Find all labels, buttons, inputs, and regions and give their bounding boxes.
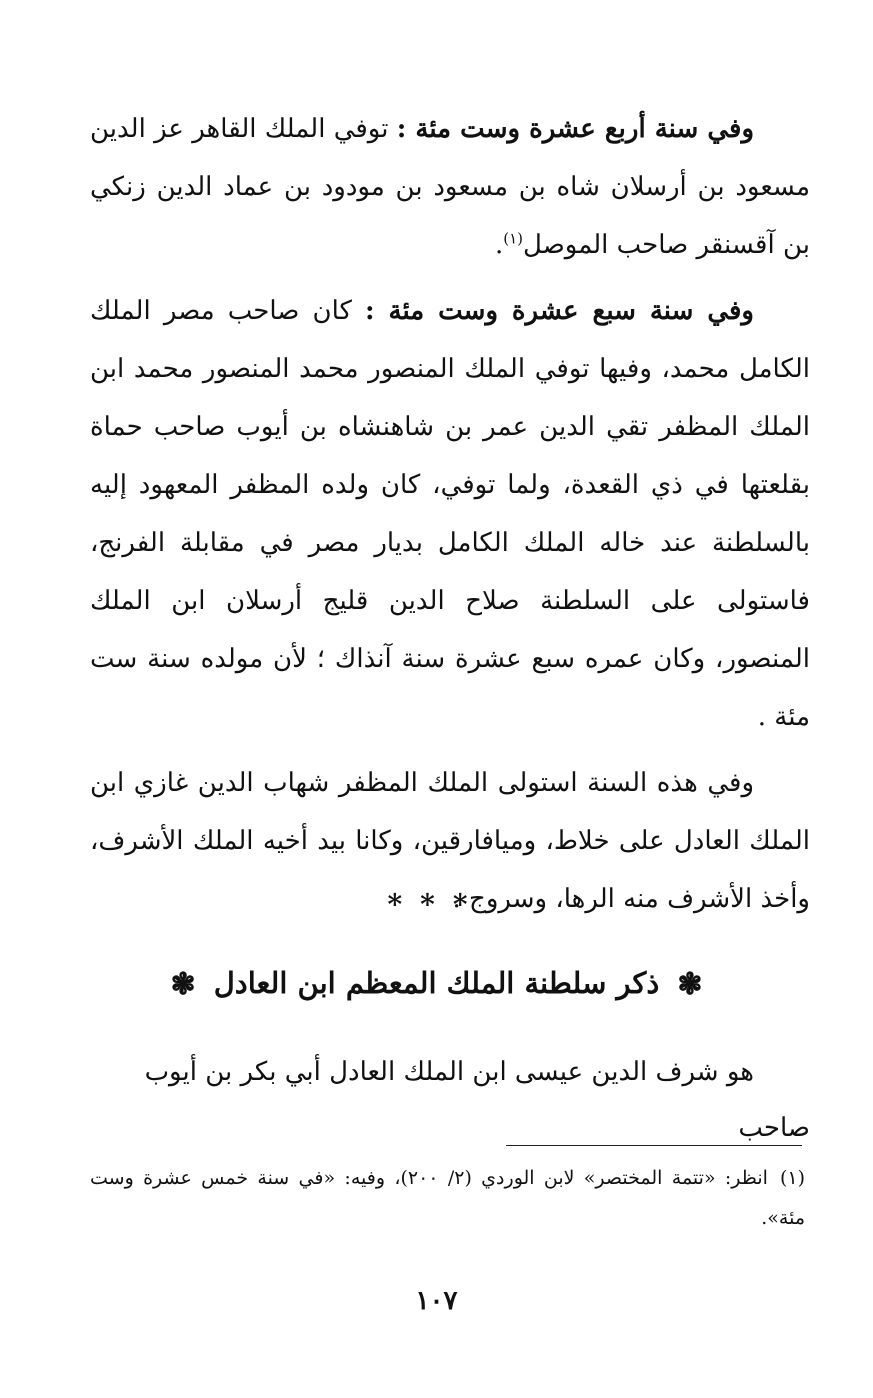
main-text <box>90 100 810 936</box>
section-heading-text: ذكر سلطنة الملك المعظم ابن العادل <box>213 966 660 1000</box>
footnote-number: (١) <box>779 1167 805 1189</box>
paragraph-3-text: وفي هذه السنة استولى الملك المظفر شهاب الدين غازي ابن الملك العادل على خلاط، وميافارقين، وكانا بيد أخيه الملك الأشرف، وأخذ الأشرف منه الرها، وسروج . <box>90 768 810 914</box>
footnote <box>90 1158 805 1238</box>
paragraph-1-lead: وفي سنة أربع عشرة وست مئة : <box>396 114 754 144</box>
paragraph-1-text: توفي الملك القاهر عز الدين مسعود بن أرسلان شاه بن مسعود بن مودود بن عماد الدين زنكي بن آقسنقر صاحب الموصل <box>90 114 810 260</box>
paragraph-2-lead: وفي سنة سبع عشرة وست مئة : <box>365 296 754 326</box>
ornament-left-icon: ❃ <box>170 967 196 1002</box>
section-separator: *** <box>387 888 486 921</box>
footnote-text: انظر: «تتمة المختصر» لابن الوردي (٢/ ٢٠٠)، وفيه: «في سنة خمس عشرة وست مئة». <box>90 1167 805 1229</box>
paragraph-1-tail: . <box>494 230 504 260</box>
paragraph-1 <box>90 100 810 274</box>
ornament-right-icon: ❃ <box>677 967 703 1002</box>
section-heading <box>0 958 873 1010</box>
page-number: ١٠٧ <box>415 1286 458 1316</box>
intro-paragraph: هو شرف الدين عيسى ابن الملك العادل أبي بكر بن أيوب صاحب <box>144 1057 810 1143</box>
paragraph-2 <box>90 282 810 746</box>
paragraph-2-text: كان صاحب مصر الملك الكامل محمد، وفيها توفي الملك المنصور محمد المنصور محمد ابن الملك المظفر تقي الدين عمر بن شاهنشاه بن أيوب صاحب حماة بقلعتها في ذي القعدة، ولما توفي، كان ولده المظفر المعهود إليه بالسلطنة عند خاله الملك الكامل بديار مصر في مقابلة الفرنج، فاستولى على السلطنة صلاح الدين قليج أرسلان ابن الملك المنصور، وكان عمره سبع عشرة سنة آنذاك ؛ لأن مولده سنة ست مئة . <box>90 296 810 732</box>
footnote-divider <box>506 1145 802 1146</box>
footnote-reference[interactable]: (١) <box>503 229 523 248</box>
